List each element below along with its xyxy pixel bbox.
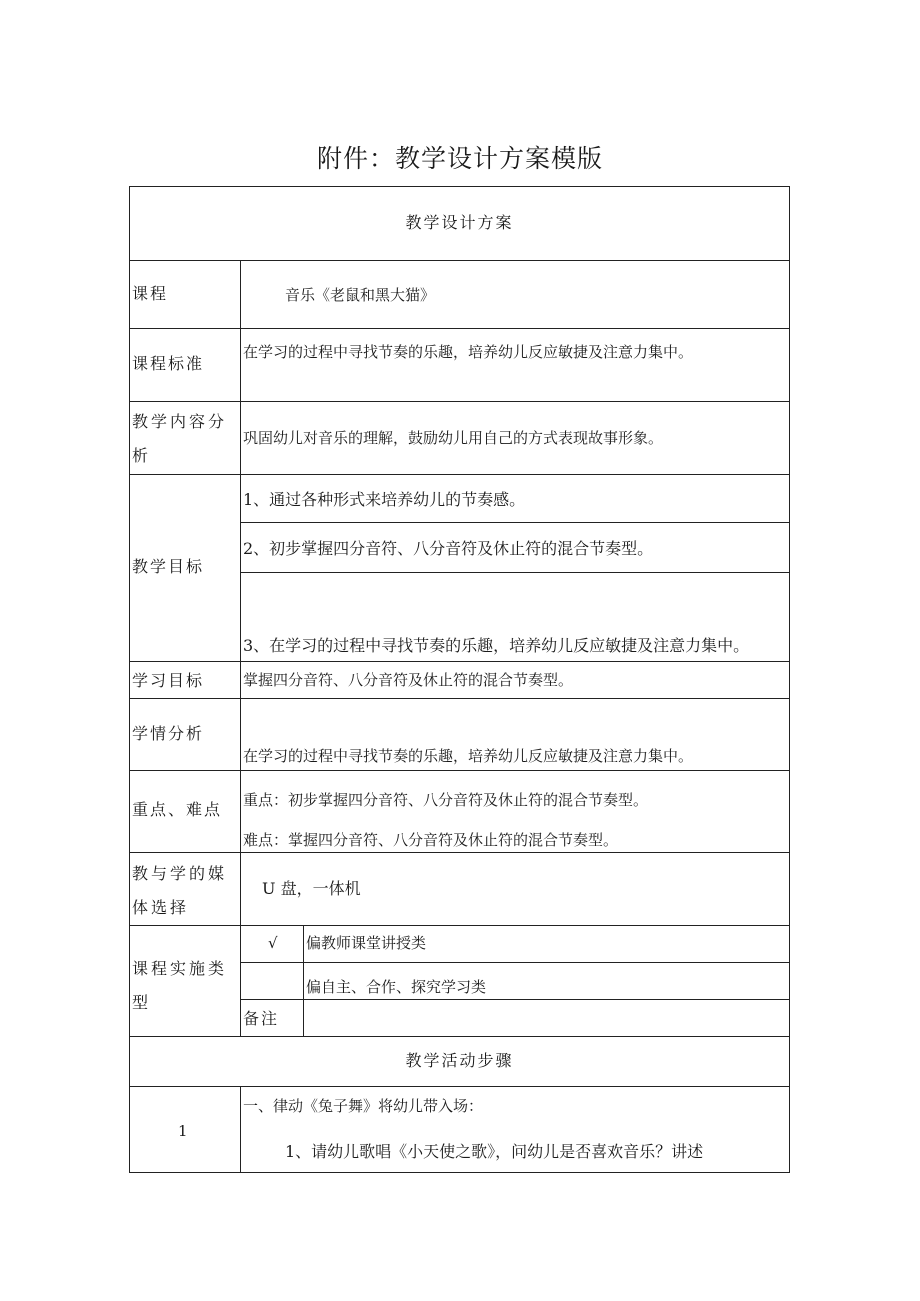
standard-label: 课程标准	[132, 354, 205, 373]
remark-label: 备注	[243, 1009, 280, 1028]
table-rule	[129, 328, 790, 329]
key-label: 重点、难点	[132, 800, 223, 819]
content-value: 巩固幼儿对音乐的理解，鼓励幼儿用自己的方式表现故事形象。	[243, 429, 664, 447]
learning-goal-value: 掌握四分音符、八分音符及休止符的混合节奏型。	[243, 671, 574, 689]
type-option-2: 偏自主、合作、探究学习类	[306, 978, 487, 996]
table-rule	[240, 572, 790, 573]
goals-label: 教学目标	[132, 557, 205, 576]
step-line-2: 1、请幼儿歌唱《小天使之歌》，问幼儿是否喜欢音乐？讲述	[285, 1142, 704, 1161]
table-rule	[240, 260, 241, 1036]
course-label: 课程	[132, 284, 169, 303]
table-rule	[303, 925, 304, 1036]
media-label: 教与学的媒体选择	[132, 864, 228, 917]
table-header: 教学设计方案	[405, 213, 514, 232]
table-rule	[129, 1036, 790, 1037]
key-point: 重点：初步掌握四分音符、八分音符及休止符的混合节奏型。	[243, 791, 649, 809]
table-rule	[129, 1172, 790, 1173]
table-rule	[240, 999, 790, 1000]
table-rule	[240, 1086, 241, 1172]
table-rule	[240, 962, 790, 963]
document-title: 附件：教学设计方案模版	[316, 144, 603, 173]
table-rule	[129, 661, 790, 662]
goal-item-3: 3、在学习的过程中寻找节奏的乐趣，培养幼儿反应敏捷及注意力集中。	[243, 636, 750, 655]
table-rule	[129, 698, 790, 699]
goal-item-2: 2、初步掌握四分音符、八分音符及休止符的混合节奏型。	[243, 539, 654, 558]
table-rule	[129, 770, 790, 771]
analysis-value: 在学习的过程中寻找节奏的乐趣，培养幼儿反应敏捷及注意力集中。	[243, 747, 694, 765]
step-line-1: 一、律动《兔子舞》将幼儿带入场：	[243, 1097, 484, 1115]
activity-header: 教学活动步骤	[405, 1051, 514, 1070]
learning-goal-label: 学习目标	[132, 671, 205, 690]
standard-value: 在学习的过程中寻找节奏的乐趣，培养幼儿反应敏捷及注意力集中。	[243, 343, 694, 361]
media-value: U 盘，一体机	[262, 879, 361, 898]
step-number: 1	[178, 1122, 188, 1140]
table-rule	[129, 1086, 790, 1087]
type-label: 课程实施类型	[132, 959, 228, 1012]
type-option-1: 偏教师课堂讲授类	[306, 934, 427, 952]
table-rule	[789, 186, 790, 1173]
table-rule	[129, 260, 790, 261]
table-rule	[240, 522, 790, 523]
difficult-point: 难点：掌握四分音符、八分音符及休止符的混合节奏型。	[243, 831, 619, 849]
table-rule	[129, 186, 790, 187]
table-rule	[129, 186, 130, 1172]
table-rule	[129, 474, 790, 475]
type-check-mark: √	[268, 934, 278, 952]
table-rule	[129, 925, 790, 926]
course-value: 音乐《老鼠和黑大猫》	[285, 286, 436, 304]
goal-item-1: 1、通过各种形式来培养幼儿的节奏感。	[243, 490, 526, 509]
table-rule	[129, 852, 790, 853]
table-rule	[129, 401, 790, 402]
analysis-label: 学情分析	[132, 724, 205, 743]
content-label: 教学内容分析	[132, 412, 228, 465]
